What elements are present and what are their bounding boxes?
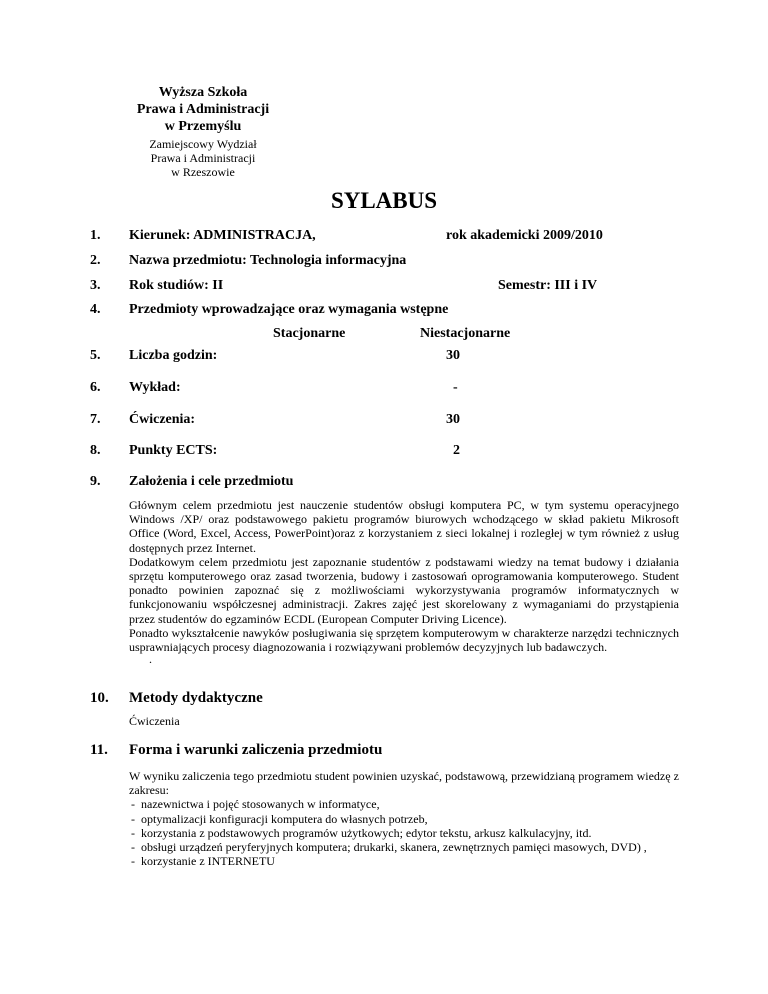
row-1-number: 1.: [90, 228, 101, 243]
section-9-paragraph: Głównym celem przedmiotu jest nauczenie studentów obsługi komputera PC, w tym systemu operacyjnego Windows /XP/ oraz podstawowego pakietu programów biurowych wchodzącego w skład pakietu Mikrosoft Office (Word, Excel, Access, PowerPoint)oraz z korzystaniem z sieci lokalnej i rozległej w tym również z usług dostępnych przez Internet.: [129, 498, 679, 555]
row-4-number: 4.: [90, 302, 101, 317]
section-10-text: Ćwiczenia: [129, 714, 180, 728]
section-11-number: 11.: [90, 742, 108, 758]
section-9-paragraph: .: [149, 652, 152, 667]
section-9-number: 9.: [90, 474, 101, 489]
column-stacjonarne: Stacjonarne: [273, 326, 346, 341]
row-8-number: 8.: [90, 443, 101, 458]
row-7-value: 30: [446, 412, 460, 427]
row-1-academic-year: rok akademicki 2009/2010: [446, 228, 603, 243]
list-item: - nazewnictwa i pojęć stosowanych w informatyce,: [129, 797, 679, 811]
row-3-semester: Semestr: III i IV: [498, 278, 598, 293]
section-11-intro: W wyniku zaliczenia tego przedmiotu student powinien uzyskać, podstawową, przewidzianą programem wiedzę z zakresu:: [129, 769, 679, 798]
row-3-label: Rok studiów: II: [129, 278, 224, 293]
row-5-value: 30: [446, 348, 460, 363]
section-11-title: Forma i warunki zaliczenia przedmiotu: [129, 742, 383, 758]
school-name-line-2: Prawa i Administracji: [136, 102, 270, 117]
row-3-number: 3.: [90, 278, 101, 293]
row-5-number: 5.: [90, 348, 101, 363]
row-8-value: 2: [453, 443, 460, 458]
row-1-label: Kierunek: ADMINISTRACJA,: [129, 228, 316, 243]
list-item: - korzystania z podstawowych programów użytkowych; edytor tekstu, arkusz kalkulacyjny, itd.: [129, 826, 679, 840]
faculty-line-2: Prawa i Administracji: [150, 151, 256, 165]
section-10-title: Metody dydaktyczne: [129, 690, 263, 706]
list-item: - korzystanie z INTERNETU: [129, 854, 679, 868]
list-item: - optymalizacji konfiguracji komputera do własnych potrzeb,: [129, 812, 679, 826]
row-7-label: Ćwiczenia:: [129, 412, 196, 427]
column-niestacjonarne: Niestacjonarne: [420, 326, 511, 341]
row-7-number: 7.: [90, 412, 101, 427]
row-2-label: Nazwa przedmiotu: Technologia informacyjna: [129, 253, 407, 268]
section-9-body: [129, 498, 679, 667]
row-4-label: Przedmioty wprowadzające oraz wymagania wstępne: [129, 302, 449, 317]
school-header: [100, 84, 306, 179]
section-9-paragraph: Ponadto wykształcenie nawyków posługiwania się sprzętem komputerowym w charakterze narzędzi technicznych usprawniających procesy diagnozowania i rozwiązywani problemów decyzyjnych lub badawczych.: [129, 625, 679, 655]
faculty-line-1: Zamiejscowy Wydział: [149, 137, 257, 151]
row-6-value: -: [453, 380, 458, 395]
row-6-number: 6.: [90, 380, 101, 395]
row-2-number: 2.: [90, 253, 101, 268]
page-title: SYLABUS: [330, 188, 438, 213]
section-10-number: 10.: [90, 690, 109, 706]
section-9-title: Założenia i cele przedmiotu: [129, 474, 294, 489]
school-name-line-1: Wyższa Szkoła: [158, 85, 248, 100]
list-item: - obsługi urządzeń peryferyjnych komputera; drukarki, skanera, zewnętrznych pamięci masowych, DVD) ,: [129, 840, 679, 854]
section-11-list: [129, 797, 679, 868]
faculty-line-3: w Rzeszowie: [171, 165, 235, 179]
row-5-label: Liczba godzin:: [129, 348, 218, 363]
row-8-label: Punkty ECTS:: [129, 443, 218, 458]
school-name-line-3: w Przemyślu: [164, 119, 242, 134]
section-11-body: [129, 769, 679, 868]
section-9-paragraph: Dodatkowym celem przedmiotu jest zapoznanie studentów z podstawami wiedzy na temat budowy i działania sprzętu komputerowego oraz zasad tworzenia, budowy i zastosowań oprogramowania komputerowego. Student ponadto powinien zapoznać się z możliwościami wykorzystywania programów informatycznych w funkcjonowaniu współczesnej administracji. Zakres zajęć jest skorelowany z wymaganiami do przystąpienia przez studentów do egzaminów ECDL (European Computer Driving Licence).: [129, 554, 679, 626]
row-6-label: Wykład:: [129, 380, 181, 395]
